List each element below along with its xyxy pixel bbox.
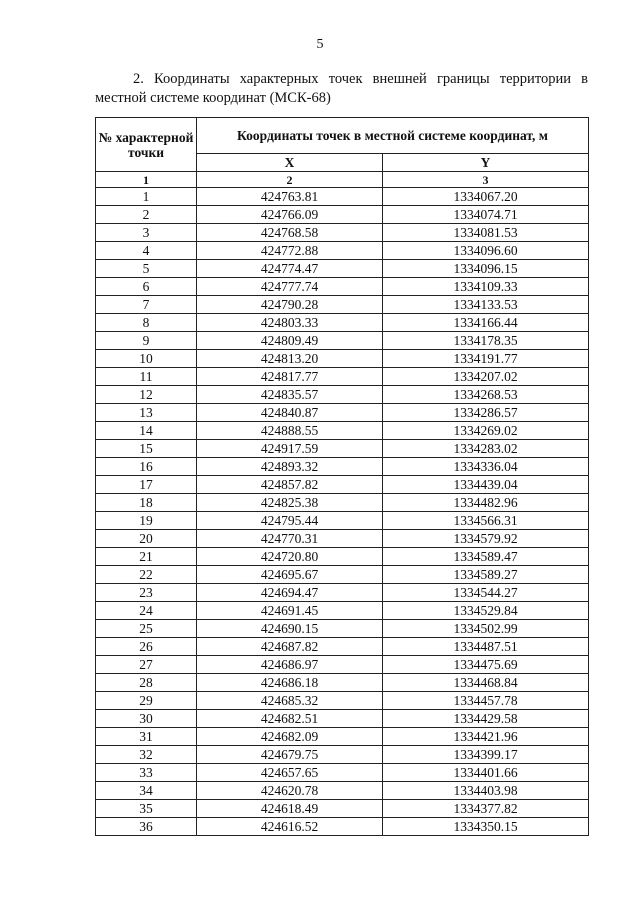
y-coordinate-cell: 1334067.20: [383, 188, 589, 206]
column-index-2: 2: [197, 172, 383, 188]
x-coordinate-cell: 424690.15: [197, 620, 383, 638]
point-number-cell: 21: [96, 548, 197, 566]
point-number-cell: 34: [96, 782, 197, 800]
point-number-cell: 35: [96, 800, 197, 818]
point-number-cell: 3: [96, 224, 197, 242]
header-coordinates: Координаты точек в местной системе координат, м: [197, 118, 589, 154]
y-coordinate-cell: 1334468.84: [383, 674, 589, 692]
y-coordinate-cell: 1334336.04: [383, 458, 589, 476]
x-coordinate-cell: 424825.38: [197, 494, 383, 512]
y-coordinate-cell: 1334401.66: [383, 764, 589, 782]
x-coordinate-cell: 424618.49: [197, 800, 383, 818]
point-number-cell: 2: [96, 206, 197, 224]
table-row: [96, 728, 589, 746]
y-coordinate-cell: 1334429.58: [383, 710, 589, 728]
y-coordinate-cell: 1334283.02: [383, 440, 589, 458]
table-row: [96, 800, 589, 818]
x-coordinate-cell: 424774.47: [197, 260, 383, 278]
point-number-cell: 12: [96, 386, 197, 404]
y-coordinate-cell: 1334475.69: [383, 656, 589, 674]
y-coordinate-cell: 1334269.02: [383, 422, 589, 440]
point-number-cell: 33: [96, 764, 197, 782]
point-number-cell: 31: [96, 728, 197, 746]
point-number-cell: 4: [96, 242, 197, 260]
x-coordinate-cell: 424620.78: [197, 782, 383, 800]
point-number-cell: 25: [96, 620, 197, 638]
x-coordinate-cell: 424657.65: [197, 764, 383, 782]
table-row: [96, 422, 589, 440]
table-row: [96, 404, 589, 422]
y-coordinate-cell: 1334399.17: [383, 746, 589, 764]
x-coordinate-cell: 424687.82: [197, 638, 383, 656]
x-coordinate-cell: 424888.55: [197, 422, 383, 440]
x-coordinate-cell: 424682.51: [197, 710, 383, 728]
point-number-cell: 28: [96, 674, 197, 692]
table-row: [96, 350, 589, 368]
table-row: [96, 530, 589, 548]
table-row: [96, 584, 589, 602]
table-row: [96, 512, 589, 530]
x-coordinate-cell: 424840.87: [197, 404, 383, 422]
y-coordinate-cell: 1334589.47: [383, 548, 589, 566]
point-number-cell: 20: [96, 530, 197, 548]
y-coordinate-cell: 1334566.31: [383, 512, 589, 530]
point-number-cell: 9: [96, 332, 197, 350]
table-row: [96, 242, 589, 260]
x-coordinate-cell: 424694.47: [197, 584, 383, 602]
point-number-cell: 15: [96, 440, 197, 458]
x-coordinate-cell: 424795.44: [197, 512, 383, 530]
table-row: [96, 764, 589, 782]
x-coordinate-cell: 424803.33: [197, 314, 383, 332]
table-row: [96, 332, 589, 350]
point-number-cell: 17: [96, 476, 197, 494]
x-coordinate-cell: 424682.09: [197, 728, 383, 746]
point-number-cell: 5: [96, 260, 197, 278]
header-y: Y: [383, 154, 589, 172]
table-row: [96, 368, 589, 386]
point-number-cell: 24: [96, 602, 197, 620]
table-body: [96, 188, 589, 836]
table-row: [96, 656, 589, 674]
y-coordinate-cell: 1334074.71: [383, 206, 589, 224]
point-number-cell: 19: [96, 512, 197, 530]
point-number-cell: 23: [96, 584, 197, 602]
table-row: [96, 620, 589, 638]
table-row: [96, 692, 589, 710]
table-row: [96, 638, 589, 656]
table-row: [96, 602, 589, 620]
x-coordinate-cell: 424686.97: [197, 656, 383, 674]
y-coordinate-cell: 1334133.53: [383, 296, 589, 314]
table-row: [96, 260, 589, 278]
x-coordinate-cell: 424813.20: [197, 350, 383, 368]
table-row: [96, 566, 589, 584]
y-coordinate-cell: 1334439.04: [383, 476, 589, 494]
table-row: [96, 494, 589, 512]
point-number-cell: 7: [96, 296, 197, 314]
y-coordinate-cell: 1334482.96: [383, 494, 589, 512]
x-coordinate-cell: 424770.31: [197, 530, 383, 548]
header-x: X: [197, 154, 383, 172]
header-point-number: № характерной точки: [96, 118, 197, 172]
y-coordinate-cell: 1334421.96: [383, 728, 589, 746]
y-coordinate-cell: 1334096.60: [383, 242, 589, 260]
y-coordinate-cell: 1334579.92: [383, 530, 589, 548]
table-row: [96, 440, 589, 458]
table-row: [96, 278, 589, 296]
column-index-3: 3: [383, 172, 589, 188]
table-row: [96, 548, 589, 566]
y-coordinate-cell: 1334487.51: [383, 638, 589, 656]
table-row: [96, 314, 589, 332]
x-coordinate-cell: 424685.32: [197, 692, 383, 710]
coordinates-table: [95, 117, 589, 836]
x-coordinate-cell: 424691.45: [197, 602, 383, 620]
y-coordinate-cell: 1334191.77: [383, 350, 589, 368]
y-coordinate-cell: 1334457.78: [383, 692, 589, 710]
point-number-cell: 6: [96, 278, 197, 296]
table-row: [96, 746, 589, 764]
x-coordinate-cell: 424893.32: [197, 458, 383, 476]
y-coordinate-cell: 1334081.53: [383, 224, 589, 242]
point-number-cell: 1: [96, 188, 197, 206]
point-number-cell: 27: [96, 656, 197, 674]
y-coordinate-cell: 1334166.44: [383, 314, 589, 332]
point-number-cell: 18: [96, 494, 197, 512]
table-row: [96, 188, 589, 206]
y-coordinate-cell: 1334377.82: [383, 800, 589, 818]
x-coordinate-cell: 424835.57: [197, 386, 383, 404]
point-number-cell: 16: [96, 458, 197, 476]
x-coordinate-cell: 424763.81: [197, 188, 383, 206]
point-number-cell: 26: [96, 638, 197, 656]
point-number-cell: 8: [96, 314, 197, 332]
column-index-1: 1: [96, 172, 197, 188]
y-coordinate-cell: 1334403.98: [383, 782, 589, 800]
point-number-cell: 11: [96, 368, 197, 386]
y-coordinate-cell: 1334286.57: [383, 404, 589, 422]
table-row: [96, 296, 589, 314]
point-number-cell: 29: [96, 692, 197, 710]
y-coordinate-cell: 1334207.02: [383, 368, 589, 386]
table-row: [96, 476, 589, 494]
y-coordinate-cell: 1334544.27: [383, 584, 589, 602]
x-coordinate-cell: 424777.74: [197, 278, 383, 296]
x-coordinate-cell: 424917.59: [197, 440, 383, 458]
y-coordinate-cell: 1334529.84: [383, 602, 589, 620]
point-number-cell: 36: [96, 818, 197, 836]
page-number: 5: [316, 37, 324, 52]
table-row: [96, 386, 589, 404]
table-row: [96, 224, 589, 242]
x-coordinate-cell: 424790.28: [197, 296, 383, 314]
x-coordinate-cell: 424720.80: [197, 548, 383, 566]
y-coordinate-cell: 1334109.33: [383, 278, 589, 296]
x-coordinate-cell: 424857.82: [197, 476, 383, 494]
y-coordinate-cell: 1334350.15: [383, 818, 589, 836]
x-coordinate-cell: 424809.49: [197, 332, 383, 350]
point-number-cell: 13: [96, 404, 197, 422]
table-row: [96, 782, 589, 800]
x-coordinate-cell: 424766.09: [197, 206, 383, 224]
y-coordinate-cell: 1334589.27: [383, 566, 589, 584]
section-heading: 2. Координаты характерных точек внешней границы территории в местной системе координат (МСК-68): [95, 71, 588, 106]
x-coordinate-cell: 424686.18: [197, 674, 383, 692]
y-coordinate-cell: 1334096.15: [383, 260, 589, 278]
table-row: [96, 206, 589, 224]
point-number-cell: 14: [96, 422, 197, 440]
coordinates-table-container: [95, 117, 588, 836]
point-number-cell: 10: [96, 350, 197, 368]
y-coordinate-cell: 1334502.99: [383, 620, 589, 638]
x-coordinate-cell: 424768.58: [197, 224, 383, 242]
x-coordinate-cell: 424772.88: [197, 242, 383, 260]
point-number-cell: 30: [96, 710, 197, 728]
x-coordinate-cell: 424817.77: [197, 368, 383, 386]
point-number-cell: 22: [96, 566, 197, 584]
x-coordinate-cell: 424679.75: [197, 746, 383, 764]
y-coordinate-cell: 1334178.35: [383, 332, 589, 350]
table-row: [96, 818, 589, 836]
x-coordinate-cell: 424695.67: [197, 566, 383, 584]
point-number-cell: 32: [96, 746, 197, 764]
table-row: [96, 674, 589, 692]
x-coordinate-cell: 424616.52: [197, 818, 383, 836]
table-row: [96, 710, 589, 728]
table-row: [96, 458, 589, 476]
y-coordinate-cell: 1334268.53: [383, 386, 589, 404]
